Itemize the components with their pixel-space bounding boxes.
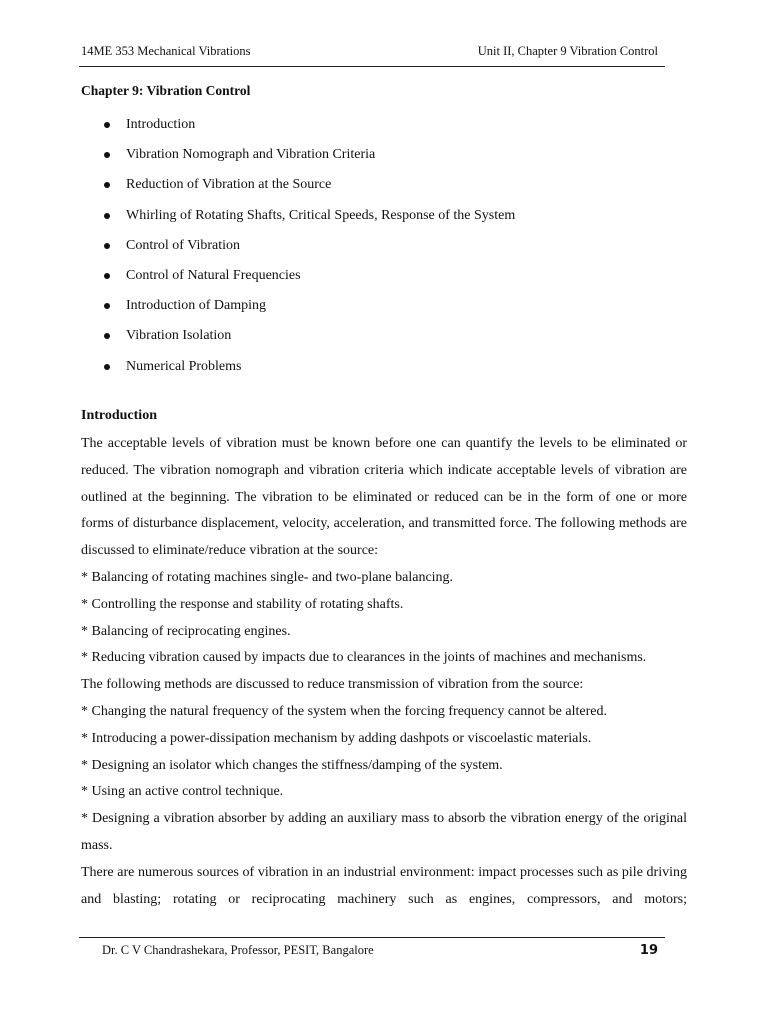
bullet-icon (104, 122, 110, 128)
list-item (100, 356, 515, 386)
paragraph: The following methods are discussed to reduce transmission of vibration from the source: (81, 677, 584, 693)
bullet-icon (104, 303, 110, 309)
list-item (100, 265, 515, 295)
list-item-text: Whirling of Rotating Shafts, Critical Speeds, Response of the System (126, 207, 516, 223)
list-item (100, 325, 515, 355)
bullet-icon (104, 243, 110, 249)
list-item (100, 144, 515, 174)
bullet-icon (104, 333, 110, 339)
bullet-icon (104, 152, 110, 158)
paragraph: The acceptable levels of vibration must be known before one can quantify the levels to be eliminated or reduced. The vibration nomograph and vibration criteria which indicate acceptable levels of vibration are outlined at the beginning. The vibration to be eliminated or reduced can be in the form of one or more forms of disturbance displacement, velocity, acceleration, and transmitted force. The following methods are discussed to eliminate/reduce vibration at the source: (81, 436, 687, 559)
list-item-text: Control of Vibration (126, 237, 241, 253)
method-item: * Balancing of reciprocating engines. (81, 623, 291, 639)
bullet-icon (104, 182, 110, 188)
page-number: 19 (639, 943, 658, 958)
chapter-contents-list (100, 114, 515, 386)
list-item (100, 295, 515, 325)
header-unit: Unit II, Chapter 9 Vibration Control (477, 44, 658, 58)
header-course: 14ME 353 Mechanical Vibrations (81, 44, 251, 58)
section-title: Introduction (81, 408, 157, 423)
list-item (100, 205, 515, 235)
method-item: * Controlling the response and stability of rotating shafts. (81, 596, 404, 612)
list-item-text: Vibration Isolation (126, 328, 232, 344)
bullet-icon (104, 213, 110, 219)
section-body (81, 431, 687, 913)
list-item-text: Numerical Problems (126, 358, 242, 374)
list-item-text: Introduction (126, 117, 196, 132)
bullet-icon (104, 364, 110, 370)
method-item: * Introducing a power-dissipation mechanism by adding dashpots or viscoelastic materials. (81, 730, 592, 746)
list-item (100, 235, 515, 265)
method-item: * Changing the natural frequency of the system when the forcing frequency cannot be altered. (81, 703, 607, 719)
footer-divider (79, 937, 665, 938)
list-item-text: Introduction of Damping (126, 298, 266, 314)
list-item-text: Control of Natural Frequencies (126, 267, 301, 283)
method-item: * Designing a vibration absorber by adding an auxiliary mass to absorb the vibration energy of the original mass. (81, 811, 687, 853)
method-item: * Reducing vibration caused by impacts due to clearances in the joints of machines and mechanisms. (81, 650, 647, 666)
chapter-title: Chapter 9: Vibration Control (81, 83, 251, 98)
list-item-text: Reduction of Vibration at the Source (126, 177, 332, 193)
header-divider (79, 66, 665, 67)
paragraph: There are numerous sources of vibration in an industrial environment: impact processes such as pile driving and blasting; rotating or reciprocating machinery such as engines, compressors, and motors; (81, 864, 687, 907)
method-item: * Balancing of rotating machines single- and two-plane balancing. (81, 569, 454, 585)
list-item (100, 174, 515, 204)
method-item: * Using an active control technique. (81, 784, 284, 800)
list-item (100, 114, 515, 144)
method-item: * Designing an isolator which changes the stiffness/damping of the system. (81, 757, 503, 773)
list-item-text: Vibration Nomograph and Vibration Criteria (126, 147, 376, 163)
bullet-icon (104, 273, 110, 279)
footer-author: Dr. C V Chandrashekara, Professor, PESIT, Bangalore (102, 943, 374, 957)
